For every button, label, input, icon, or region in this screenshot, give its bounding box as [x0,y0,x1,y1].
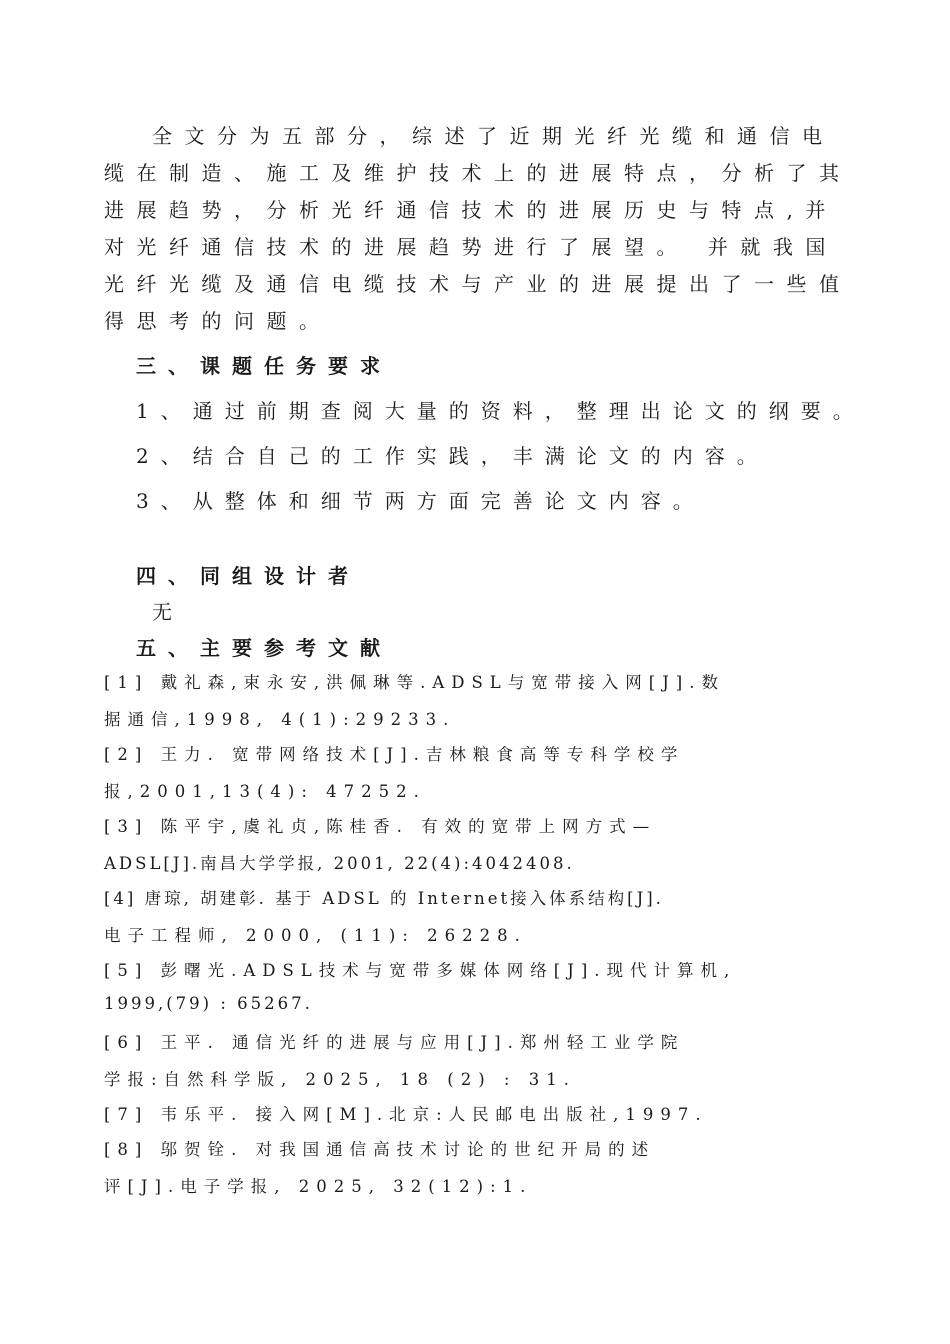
section-4-heading: 四、同组设计者 [136,564,360,588]
ref-1-line-2: 据通信,1998, 4(1):29233. [104,710,456,729]
ref-2-line-2: 报,2001,13(4): 47252. [104,782,426,801]
intro-line-2: 缆在制造、施工及维护技术上的进展特点，分析了其 [104,161,852,185]
task-item-1: 1、通过前期查阅大量的资料，整理出论文的纲要。 [136,399,865,423]
task-item-3: 3、从整体和细节两方面完善论文内容。 [136,489,705,513]
ref-8-line-2: 评[J].电子学报, 2025, 32(12):1. [104,1177,533,1196]
section-4-content: 无 [152,600,172,624]
intro-line-1: 全文分为五部分，综述了近期光纤光缆和通信电 [152,124,835,148]
ref-7-line-1: [7] 韦乐平. 接入网[M].北京:人民邮电出版社,1997. [104,1105,708,1124]
intro-line-5: 光纤光缆及通信电缆技术与产业的进展提出了一些值 [104,272,852,296]
ref-3-line-2: ADSL[J].南昌大学学报, 2001, 22(4):4042408. [104,854,575,873]
intro-line-6: 得思考的问题。 [104,309,332,333]
intro-line-4: 对光纤通信技术的进展趋势进行了展望。 并就我国 [104,235,838,259]
ref-2-line-1: [2] 王力. 宽带网络技术[J].吉林粮食高等专科学校学 [104,745,685,764]
section-5-heading: 五、主要参考文献 [136,636,392,660]
ref-1-line-1: [1] 戴礼森,束永安,洪佩琳等.ADSL与宽带接入网[J].数 [104,673,725,692]
intro-line-3: 进展趋势，分析光纤通信技术的进展历史与特点,并 [104,198,838,222]
ref-8-line-1: [8] 邬贺铨. 对我国通信高技术讨论的世纪开局的述 [104,1140,656,1159]
task-item-2: 2、结合自己的工作实践，丰满论文的内容。 [136,444,769,468]
ref-6-line-2: 学报:自然科学版, 2025, 18 (2) : 31. [104,1070,576,1089]
ref-3-line-1: [3] 陈平宇,虞礼贞,陈桂香. 有效的宽带上网方式— [104,817,657,836]
ref-5-line-1: [5] 彭曙光.ADSL技术与宽带多媒体网络[J].现代计算机, [104,961,737,980]
ref-6-line-1: [6] 王平. 通信光纤的进展与应用[J].郑州轻工业学院 [104,1033,685,1052]
ref-4-line-1: [4] 唐琼, 胡建彰. 基于 ADSL 的 Internet接入体系结构[J]. [104,889,664,908]
section-3-heading: 三、课题任务要求 [136,354,392,378]
ref-4-line-2: 电子工程师, 2000, (11): 26228. [104,926,527,945]
ref-5-line-2: 1999,(79) : 65267. [104,994,313,1013]
